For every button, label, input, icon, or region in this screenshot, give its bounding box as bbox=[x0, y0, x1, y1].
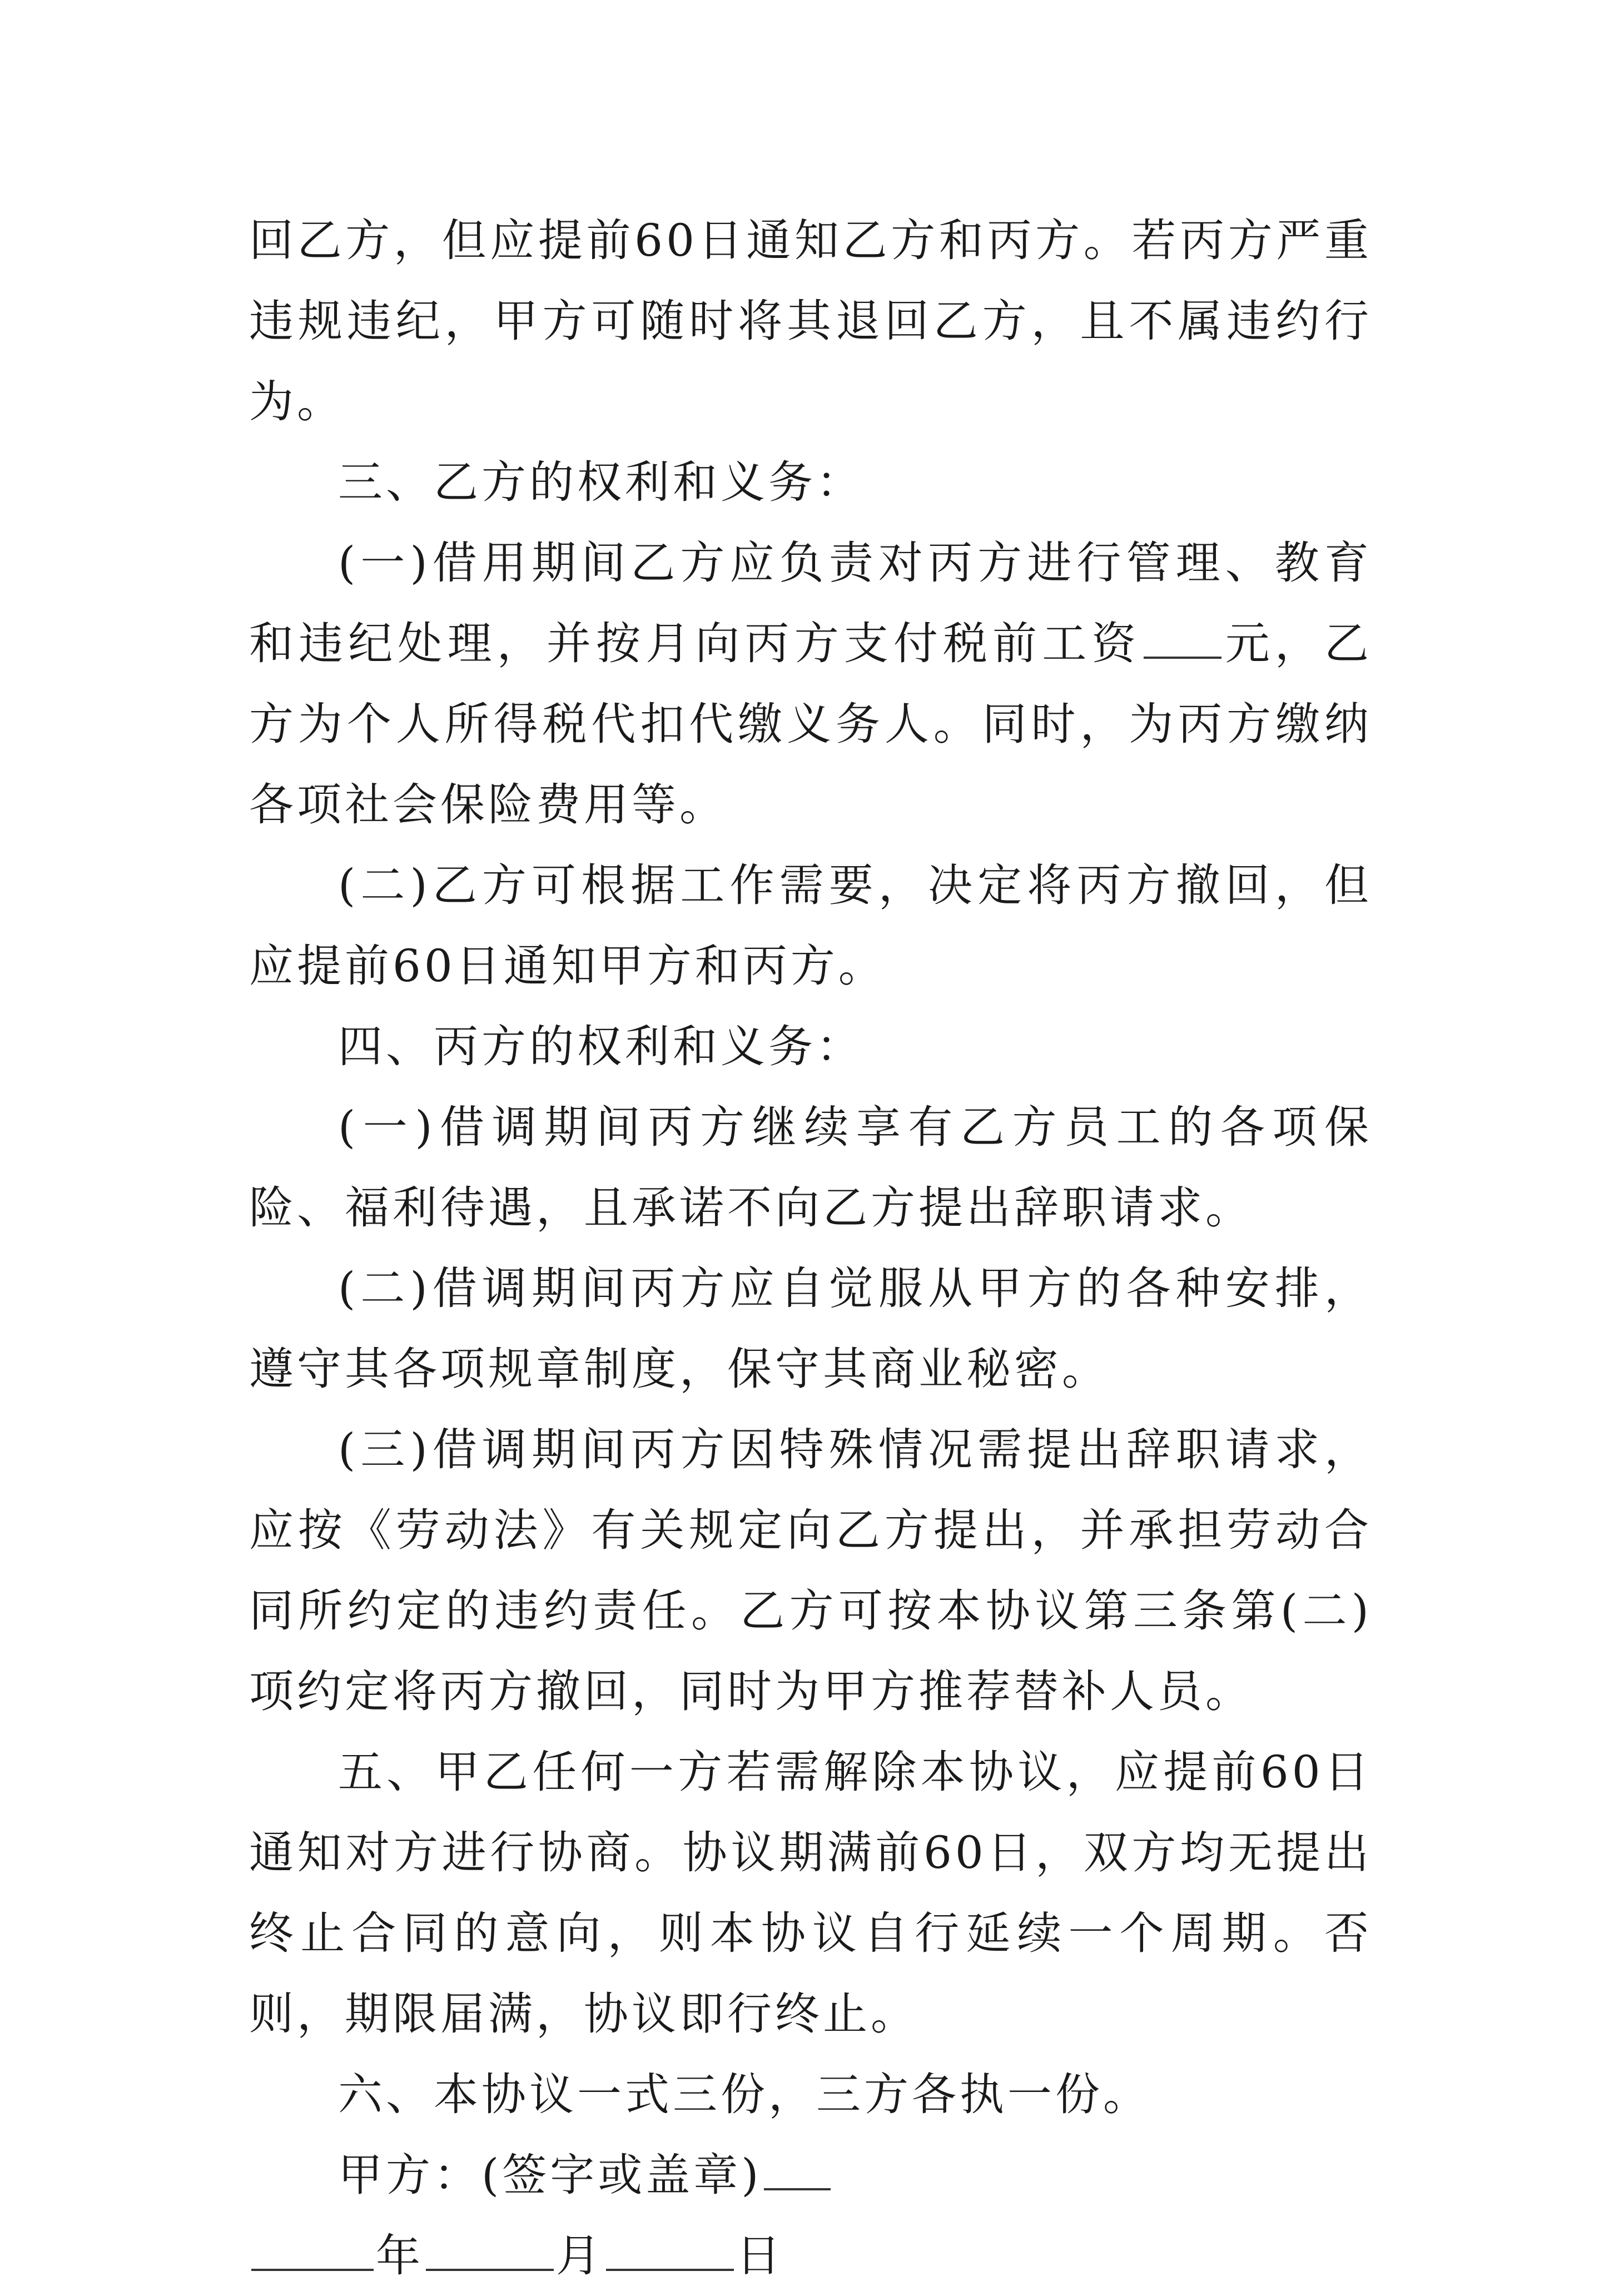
section-six: 六、本协议一式三份，三方各执一份。 bbox=[338, 2069, 1151, 2120]
section-three-item-two: (二)乙方可根据工作需要，决定将丙方撤回，但应提前60日通知甲方和丙方。 bbox=[249, 859, 1372, 992]
date-line bbox=[249, 2215, 1372, 2296]
party-a-signature-line bbox=[249, 2135, 1372, 2215]
party-a-signature-label: 甲方：(签字或盖章) bbox=[338, 2149, 762, 2201]
section-four-heading: 四、丙方的权利和义务： bbox=[338, 1021, 864, 1072]
paragraph-continuation: 回乙方，但应提前60日通知乙方和丙方。若丙方严重违规违纪，甲方可随时将其退回乙方，且不属违约行为。 bbox=[249, 215, 1372, 428]
day-blank bbox=[606, 2230, 734, 2271]
month-blank bbox=[426, 2230, 554, 2271]
section-four-item-two: (二)借调期间丙方应自觉服从甲方的各种安排，遵守其各项规章制度，保守其商业秘密。 bbox=[249, 1263, 1372, 1395]
section-five: 五、甲乙任何一方若需解除本协议，应提前60日通知对方进行协商。协议期满前60日，双方均无提出终止合同的意向，则本协议自行延续一个周期。否则，期限届满，协议即行终止。 bbox=[249, 1746, 1372, 2040]
section-four-item-three: (三)借调期间丙方因特殊情况需提出辞职请求，应按《劳动法》有关规定向乙方提出，并承担劳动合同所约定的违约责任。乙方可按本协议第三条第(二)项约定将丙方撤回，同时为甲方推荐替补人员。 bbox=[249, 1424, 1372, 1717]
day-label: 日 bbox=[736, 2230, 784, 2282]
year-blank bbox=[251, 2230, 374, 2271]
salary-blank bbox=[1144, 618, 1221, 659]
section-three-item-one bbox=[249, 523, 1372, 845]
section-three-item-one-part-b: 元，乙方为个人所得税代扣代缴义务人。同时，为丙方缴纳各项社会保险费用等。 bbox=[249, 618, 1373, 831]
month-label: 月 bbox=[556, 2230, 604, 2282]
document-body bbox=[249, 200, 1372, 2296]
section-four-item-one: (一)借调期间丙方继续享有乙方员工的各项保险、福利待遇，且承诺不向乙方提出辞职请求。 bbox=[249, 1101, 1372, 1234]
year-label: 年 bbox=[376, 2230, 424, 2282]
section-three-heading: 三、乙方的权利和义务： bbox=[338, 456, 864, 508]
signature-blank bbox=[764, 2149, 831, 2190]
section-three-item-one-part-a: (一)借用期间乙方应负责对丙方进行管理、教育和违纪处理，并按月向丙方支付税前工资 bbox=[249, 537, 1372, 669]
